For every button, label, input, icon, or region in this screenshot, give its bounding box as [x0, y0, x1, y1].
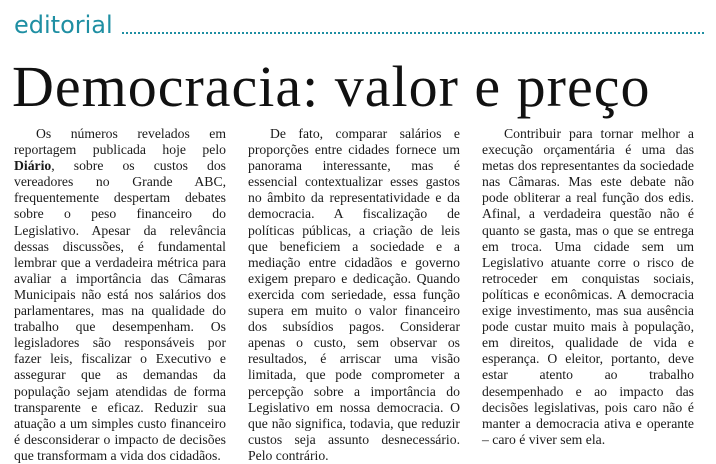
article-column-1	[14, 126, 226, 464]
column-1-text-rest: , sobre os custos dos vereadores no Grande ABC, frequentemente despertam debates sobre o peso financeiro do Legislativo. Apesar da relevância dessas discussões, é fundamental lembrar que a verdadeira métrica para avaliar a importância das Câmaras Municipais não está nos salários dos parlamentares, mas na qualidade do trabalho que desempenham. Os legisladores são responsáveis por fazer leis, fiscalizar o Executivo e assegurar que as demandas da população sejam atendidas de forma transparente e eficaz. Reduzir sua atuação a um simples custo financeiro é desconsiderar o impacto de decisões que transformam a vida dos cidadãos.	[14, 158, 226, 463]
column-1-text-start: Os números revelados em reportagem publicada hoje pelo	[14, 126, 226, 158]
headline: Democracia: valor e preço	[12, 54, 651, 119]
article-column-2: De fato, comparar salários e proporções entre cidades fornece um panorama interessante, mas é essencial contextualizar esses gastos no âmbito da representatividade e da democracia. A fiscalização de políticas públicas, a criação de leis que beneficiem a sociedade e a mediação entre cidadãos e governo exigem preparo e dedicação. Quando exercida com seriedade, essa função supera em muito o valor financeiro dos subsídios pagos. Considerar apenas o custo, sem observar os resultados, é arriscar uma visão limitada, que pode comprometer a percepção sobre a importância do Legislativo em nossa democracia. O que não significa, todavia, que reduzir custos seja assunto desnecessário. Pelo contrário.	[248, 126, 460, 463]
article-column-3: Contribuir para tornar melhor a execução orçamentária é uma das metas dos representantes da sociedade nas Câmaras. Mas este debate não pode obliterar a real função dos edis. Afinal, a verdadeira questão não é quanto se gasta, mas o que se entrega em troca. Uma cidade sem um Legislativo atuante corre o risco de retroceder em conquistas sociais, políticas e econômicas. A democracia exige investimento, mas sua ausência pode custar muito mais à população, em direitos, qualidade de vida e esperança. O eleitor, portanto, deve estar atento ao trabalho desempenhado e ao impacto das decisões legislativas, pois caro não é manter a democracia ativa e operante – caro é viver sem ela.	[482, 126, 694, 447]
newspaper-name: Diário	[14, 158, 52, 174]
section-header	[14, 10, 704, 40]
section-label: editorial	[14, 10, 121, 40]
